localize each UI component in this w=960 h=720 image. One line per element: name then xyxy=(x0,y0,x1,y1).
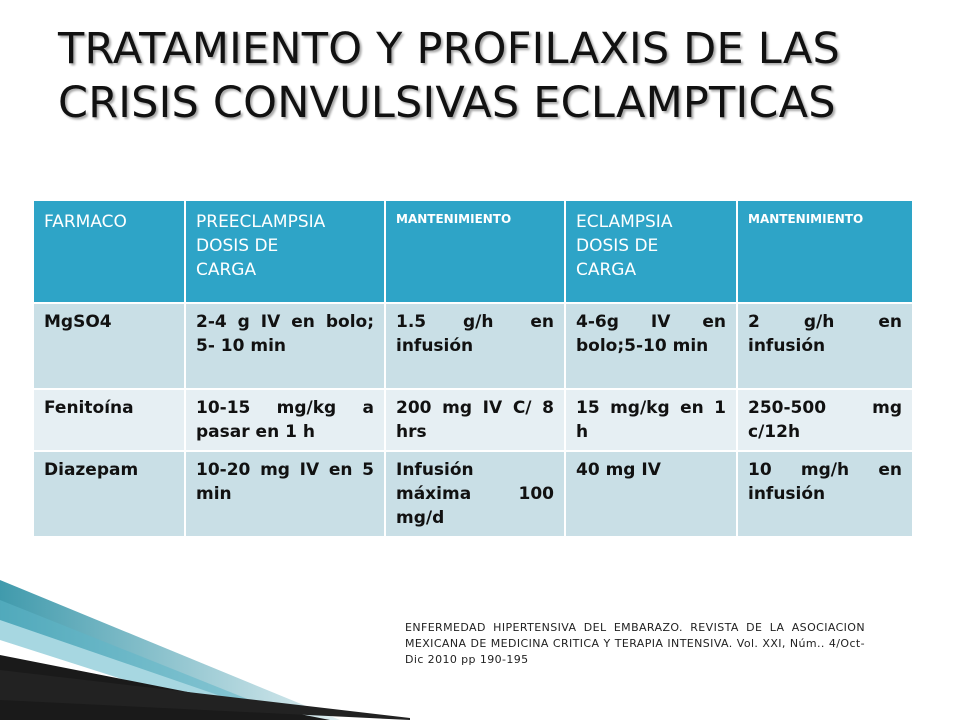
table-cell: 2-4 g IV en bolo; 5- 10 min xyxy=(185,303,385,389)
header-eclampsia-dosis: ECLAMPSIA DOSIS DE CARGA xyxy=(565,200,737,303)
table-row xyxy=(33,389,913,451)
header-farmaco: FARMACO xyxy=(33,200,185,303)
table-cell: 250-500 mg c/12h xyxy=(737,389,913,451)
table-cell: 200 mg IV C/ 8 hrs xyxy=(385,389,565,451)
table-header-row xyxy=(33,200,913,303)
drug-name-cell: Diazepam xyxy=(33,451,185,537)
citation-text: ENFERMEDAD HIPERTENSIVA DEL EMBARAZO. REVISTA DE LA ASOCIACION MEXICANA DE MEDICINA CRITICA Y TERAPIA INTENSIVA. Vol. XXI, Núm.. 4/Oct-Dic 2010 pp 190-195 xyxy=(405,621,865,666)
header-mantenimiento-1: MANTENIMIENTO xyxy=(385,200,565,303)
table-cell: 2 g/h en infusión xyxy=(737,303,913,389)
header-preeclampsia-dosis: PREECLAMPSIA DOSIS DE CARGA xyxy=(185,200,385,303)
table-cell: 4-6g IV en bolo;5-10 min xyxy=(565,303,737,389)
drug-name-cell: MgSO4 xyxy=(33,303,185,389)
dosage-table xyxy=(32,199,914,538)
slide-title xyxy=(58,22,938,130)
table-cell: 10 mg/h en infusión xyxy=(737,451,913,537)
table-cell: Infusión máxima 100 mg/d xyxy=(385,451,565,537)
table-row xyxy=(33,451,913,537)
header-mantenimiento-2: MANTENIMIENTO xyxy=(737,200,913,303)
table-cell: 15 mg/kg en 1 h xyxy=(565,389,737,451)
decorative-swoosh xyxy=(0,560,420,720)
table-cell: 40 mg IV xyxy=(565,451,737,537)
table-cell: 10-15 mg/kg a pasar en 1 h xyxy=(185,389,385,451)
slide-title-line-2: CRISIS CONVULSIVAS ECLAMPTICAS xyxy=(58,78,836,128)
table-cell: 1.5 g/h en infusión xyxy=(385,303,565,389)
table-row xyxy=(33,303,913,389)
slide-title-line-1: TRATAMIENTO Y PROFILAXIS DE LAS xyxy=(58,24,840,74)
dosage-table-container xyxy=(32,199,912,538)
table-cell: 10-20 mg IV en 5 min xyxy=(185,451,385,537)
drug-name-cell: Fenitoína xyxy=(33,389,185,451)
